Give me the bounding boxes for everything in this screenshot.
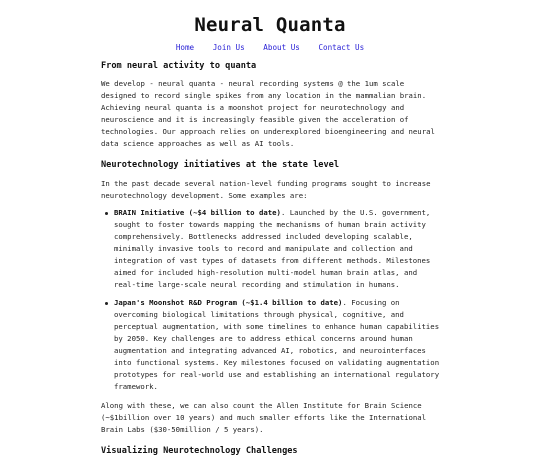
initiatives-closing-paragraph: Along with these, we can also count the Allen Institute for Brain Science (~$1billion over 10 years) and much smaller efforts like the International Brain Labs ($30-50million / 5 years). <box>101 401 427 434</box>
main-content <box>101 58 441 458</box>
list-item-text: . Focusing on overcoming biological limitations through physical, cognitive, and perceptual augmentation, with some timelines to enhance human capabilities by 2050. Key challenges are to address ethical concerns around human augmentation and integrating advanced AI, robotics, and neurointerfaces into functional systems. Key milestones focused on validating augmentation prototypes for real-world use and establishing an international regulatory framework. <box>114 298 440 391</box>
list-item-text: . Launched by the U.S. government, sought to foster towards mapping the mechanisms of human brain activity comprehensively. Bottlenecks addressed included developing scalable, minimally invasive tools to record and manipulate and collection and integration of vast types of datasets from different methods. Milestones aimed for included high-resolution multi-model human brain atlas, and real-time large-scale neural recording and stimulation in humans. <box>114 208 431 289</box>
nav-link-home[interactable]: Home <box>175 43 195 52</box>
list-item-title: BRAIN Initiative (~$4 billion to date) <box>114 208 281 217</box>
list-item-moonshot-program <box>114 297 441 393</box>
section-heading-visualizing: Visualizing Neurotechnology Challenges <box>101 446 298 456</box>
nav-link-about-us[interactable]: About Us <box>263 43 300 52</box>
nav-link-contact-us[interactable]: Contact Us <box>318 43 365 52</box>
section-heading-initiatives: Neurotechnology initiatives at the state level <box>101 160 339 170</box>
nav-link-join-us[interactable]: Join Us <box>212 43 245 52</box>
initiatives-lead-paragraph: In the past decade several nation-level funding programs sought to increase neurotechnology development. Some examples are: <box>101 179 431 200</box>
intro-paragraph: We develop - neural quanta - neural recording systems @ the 1um scale designed to record single spikes from any location in the mammalian brain. Achieving neural quanta is a moonshot project for neurotechnology and neuroscience and it is increasingly feasible given the acceleration of technologies. Our approach relies on underexplored bioengineering and neural data science approaches as well as AI tools. <box>101 79 435 148</box>
section-heading-intro: From neural activity to quanta <box>101 61 257 71</box>
list-item-brain-initiative <box>114 207 441 291</box>
list-item-title: Japan's Moonshot R&D Program (~$1.4 billion to date) <box>114 298 343 307</box>
site-title: Neural Quanta <box>194 14 346 36</box>
main-nav <box>0 43 540 52</box>
initiatives-list <box>101 207 441 393</box>
